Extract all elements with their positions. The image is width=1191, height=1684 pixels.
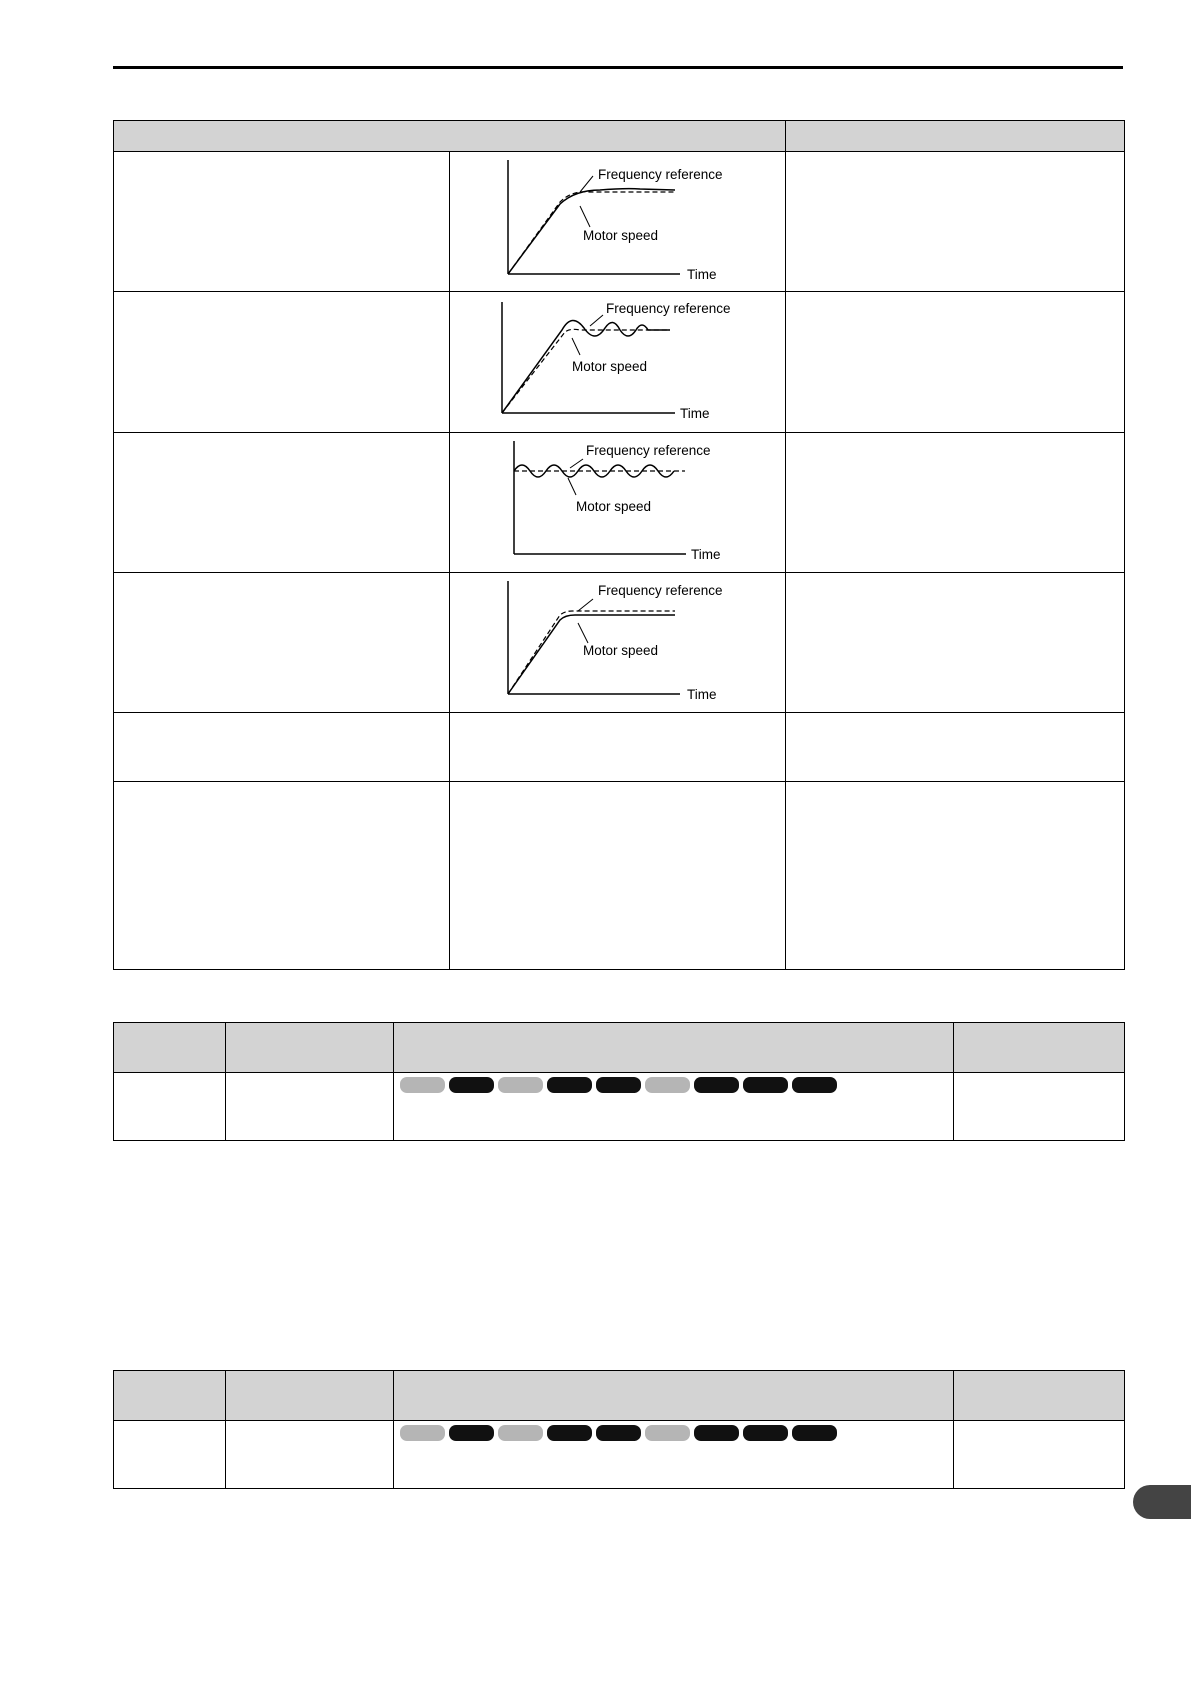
param-name-cell <box>226 1421 394 1489</box>
graph-cell <box>450 152 786 292</box>
control-mode-badge <box>743 1425 788 1441</box>
control-mode-badge <box>694 1077 739 1093</box>
solution-cell <box>786 292 1125 433</box>
label-motor-speed: Motor speed <box>583 228 659 243</box>
param-no-cell <box>114 1421 226 1489</box>
header-no <box>114 1023 226 1073</box>
graph-cell <box>450 292 786 433</box>
control-mode-badges <box>394 1421 953 1441</box>
tuning-table-header <box>114 121 1125 152</box>
control-mode-badge <box>645 1077 690 1093</box>
param-default-cell <box>954 1073 1125 1141</box>
label-time: Time <box>680 406 710 421</box>
control-mode-badge <box>596 1077 641 1093</box>
graph-cell <box>450 573 786 713</box>
label-frequency-reference: Frequency reference <box>586 443 711 458</box>
solution-cell <box>786 433 1125 573</box>
control-mode-badge <box>645 1425 690 1441</box>
parameter-table-header <box>114 1371 1125 1421</box>
control-mode-badge <box>743 1077 788 1093</box>
label-motor-speed: Motor speed <box>576 499 652 514</box>
detail-cell <box>450 782 786 970</box>
control-mode-badge <box>498 1077 543 1093</box>
label-motor-speed: Motor speed <box>583 643 659 658</box>
header-cell-problem <box>114 121 786 152</box>
label-frequency-reference: Frequency reference <box>598 167 723 182</box>
control-mode-badge <box>449 1077 494 1093</box>
label-time: Time <box>687 687 717 702</box>
parameter-row <box>114 1073 1125 1141</box>
param-description-cell <box>394 1073 954 1141</box>
label-time: Time <box>691 547 721 562</box>
param-default-cell <box>954 1421 1125 1489</box>
tuning-row <box>114 713 1125 782</box>
control-mode-badge <box>400 1425 445 1441</box>
header-no <box>114 1371 226 1421</box>
param-no-cell <box>114 1073 226 1141</box>
problem-cell <box>114 713 450 782</box>
tuning-row <box>114 782 1125 970</box>
solution-cell <box>786 782 1125 970</box>
solution-cell <box>786 152 1125 292</box>
control-mode-badges <box>394 1073 953 1093</box>
problem-cell <box>114 433 450 573</box>
speed-graph-overshoot <box>450 292 786 432</box>
tuning-row <box>114 292 1125 433</box>
speed-graph-oscillation <box>450 433 786 572</box>
header-default <box>954 1371 1125 1421</box>
label-frequency-reference: Frequency reference <box>606 301 731 316</box>
header-name <box>226 1371 394 1421</box>
control-mode-badge <box>547 1425 592 1441</box>
label-time: Time <box>687 267 717 282</box>
tuning-row <box>114 433 1125 573</box>
header-name <box>226 1023 394 1073</box>
control-mode-badge <box>400 1077 445 1093</box>
label-motor-speed: Motor speed <box>572 359 648 374</box>
top-rule <box>113 66 1123 69</box>
header-description <box>394 1023 954 1073</box>
parameter-row <box>114 1421 1125 1489</box>
control-mode-badge <box>694 1425 739 1441</box>
speed-graph-steady-error <box>450 573 786 712</box>
parameter-table-header <box>114 1023 1125 1073</box>
graph-cell <box>450 433 786 573</box>
control-mode-badge <box>596 1425 641 1441</box>
param-name-cell <box>226 1073 394 1141</box>
speed-graph-slow-response <box>450 152 786 291</box>
tuning-row <box>114 573 1125 713</box>
detail-cell <box>450 713 786 782</box>
problem-cell <box>114 782 450 970</box>
solution-cell <box>786 573 1125 713</box>
tuning-row <box>114 152 1125 292</box>
header-description <box>394 1371 954 1421</box>
header-cell-solution <box>786 121 1125 152</box>
solution-cell <box>786 713 1125 782</box>
problem-cell <box>114 292 450 433</box>
chapter-side-tab <box>1133 1485 1191 1519</box>
parameter-table <box>113 1022 1125 1141</box>
problem-cell <box>114 573 450 713</box>
control-mode-badge <box>498 1425 543 1441</box>
control-mode-badge <box>792 1425 837 1441</box>
parameter-table <box>113 1370 1125 1489</box>
label-frequency-reference: Frequency reference <box>598 583 723 598</box>
control-mode-badge <box>792 1077 837 1093</box>
control-mode-badge <box>449 1425 494 1441</box>
header-default <box>954 1023 1125 1073</box>
param-description-cell <box>394 1421 954 1489</box>
control-mode-badge <box>547 1077 592 1093</box>
problem-cell <box>114 152 450 292</box>
tuning-table <box>113 120 1125 970</box>
